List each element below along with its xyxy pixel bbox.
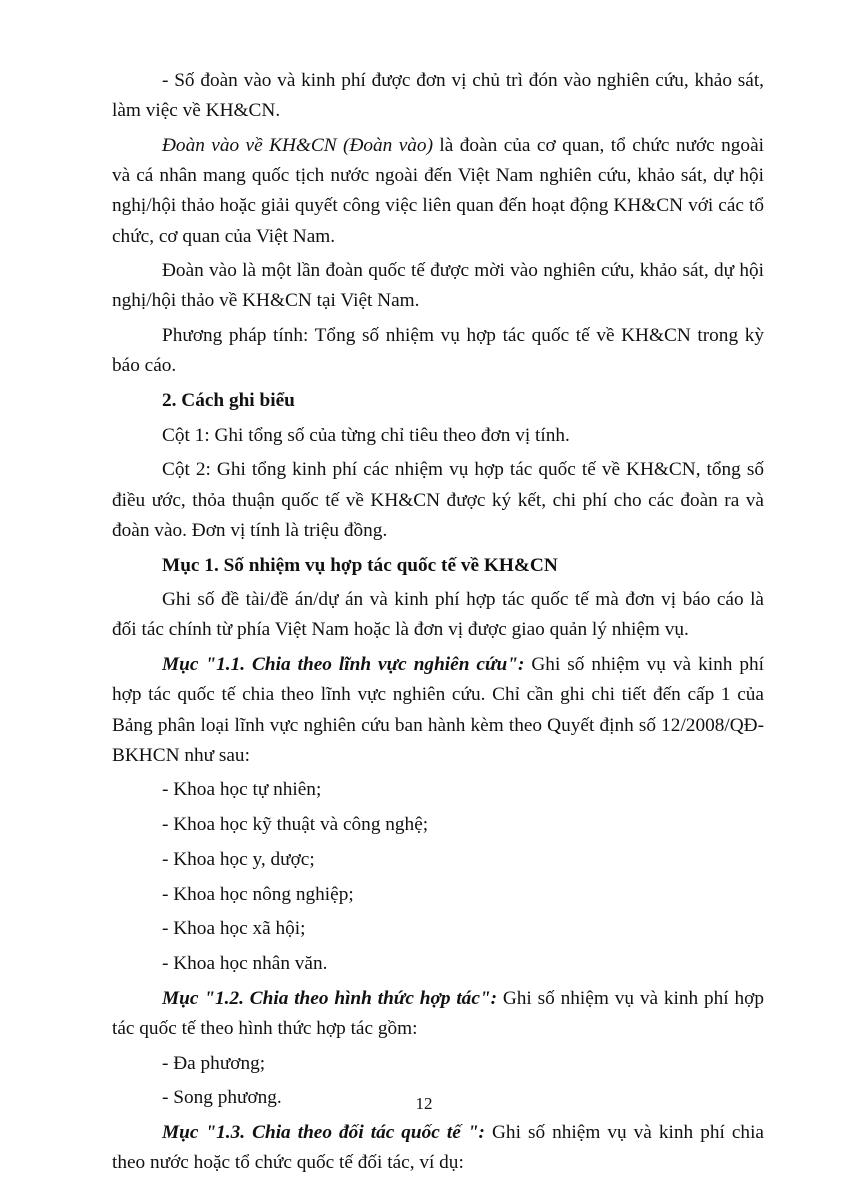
term-doan-vao: Đoàn vào về KH&CN (Đoàn vào)	[162, 134, 433, 156]
paragraph-doan-vao-kinh-phi: - Số đoàn vào và kinh phí được đơn vị chủ trì đón vào nghiên cứu, khảo sát, làm việc về KH&CN.	[112, 70, 764, 122]
paragraph-doan-vao-mot-lan: Đoàn vào là một lần đoàn quốc tế được mời vào nghiên cứu, khảo sát, dự hội nghị/hội thảo về KH&CN tại Việt Nam.	[112, 260, 764, 312]
list-item: - Khoa học y, dược;	[162, 848, 315, 870]
list-item: - Khoa học tự nhiên;	[162, 779, 322, 801]
list-item: - Đa phương;	[162, 1052, 266, 1074]
subsection-label-1-3: Mục "1.3. Chia theo đối tác quốc tế ":	[162, 1122, 485, 1143]
list-item: - Song phương.	[162, 1087, 282, 1109]
subsection-label-1-1: Mục "1.1. Chia theo lĩnh vực nghiên cứu":	[162, 654, 525, 676]
paragraph-muc-1-1: Mục "1.1. Chia theo lĩnh vực nghiên cứu": Ghi số nhiệm vụ và kinh phí hợp tác quốc tế chia theo lĩnh vực nghiên cứu. Chỉ cần ghi chi tiết đến cấp 1 của Bảng phân loại lĩnh vực nghiên cứu ban hành kèm theo Quyết định số 12/2008/QĐ-BKHCN như sau:	[112, 654, 765, 766]
paragraph-cot-2: Cột 2: Ghi tổng kinh phí các nhiệm vụ hợp tác quốc tế về KH&CN, tổng số điều ước, thỏa thuận quốc tế về KH&CN được ký kết, chi phí cho các đoàn ra và đoàn vào. Đơn vị tính là triệu đồng.	[112, 459, 764, 541]
section-heading-muc-1: Mục 1. Số nhiệm vụ hợp tác quốc tế về KH&CN	[162, 554, 558, 576]
paragraph-phuong-phap-tinh: Phương pháp tính: Tổng số nhiệm vụ hợp tác quốc tế về KH&CN trong kỳ báo cáo.	[112, 325, 764, 377]
list-item: - Khoa học nông nghiệp;	[162, 883, 354, 905]
paragraph-cot-1: Cột 1: Ghi tổng số của từng chỉ tiêu theo đơn vị tính.	[162, 424, 570, 446]
list-item: - Khoa học xã hội;	[162, 918, 306, 940]
section-heading-cach-ghi-bieu: 2. Cách ghi biểu	[162, 390, 295, 412]
page-number: 12	[415, 1094, 433, 1113]
document-page	[112, 66, 764, 1178]
paragraph-dinh-nghia-doan-vao: Đoàn vào về KH&CN (Đoàn vào) là đoàn của cơ quan, tổ chức nước ngoài và cá nhân mang quốc tịch nước ngoài đến Việt Nam nghiên cứu, khảo sát, dự hội nghị/hội thảo hoặc giải quyết công việc liên quan đến hoạt động KH&CN với các tổ chức, cơ quan của Việt Nam.	[112, 134, 764, 247]
list-item: - Khoa học nhân văn.	[162, 952, 328, 974]
paragraph-muc-1-3: Mục "1.3. Chia theo đối tác quốc tế ": Ghi số nhiệm vụ và kinh phí chia theo nước hoặc tổ chức quốc tế đối tác, ví dụ:	[112, 1122, 764, 1174]
paragraph-muc-1-2: Mục "1.2. Chia theo hình thức hợp tác": Ghi số nhiệm vụ và kinh phí hợp tác quốc tế theo hình thức hợp tác gồm:	[112, 987, 764, 1039]
paragraph-muc-1-mo-ta: Ghi số đề tài/đề án/dự án và kinh phí hợp tác quốc tế mà đơn vị báo cáo là đối tác chính từ phía Việt Nam hoặc là đơn vị được giao quản lý nhiệm vụ.	[112, 589, 764, 641]
subsection-label-1-2: Mục "1.2. Chia theo hình thức hợp tác":	[162, 987, 498, 1009]
list-item: - Khoa học kỹ thuật và công nghệ;	[162, 814, 429, 836]
